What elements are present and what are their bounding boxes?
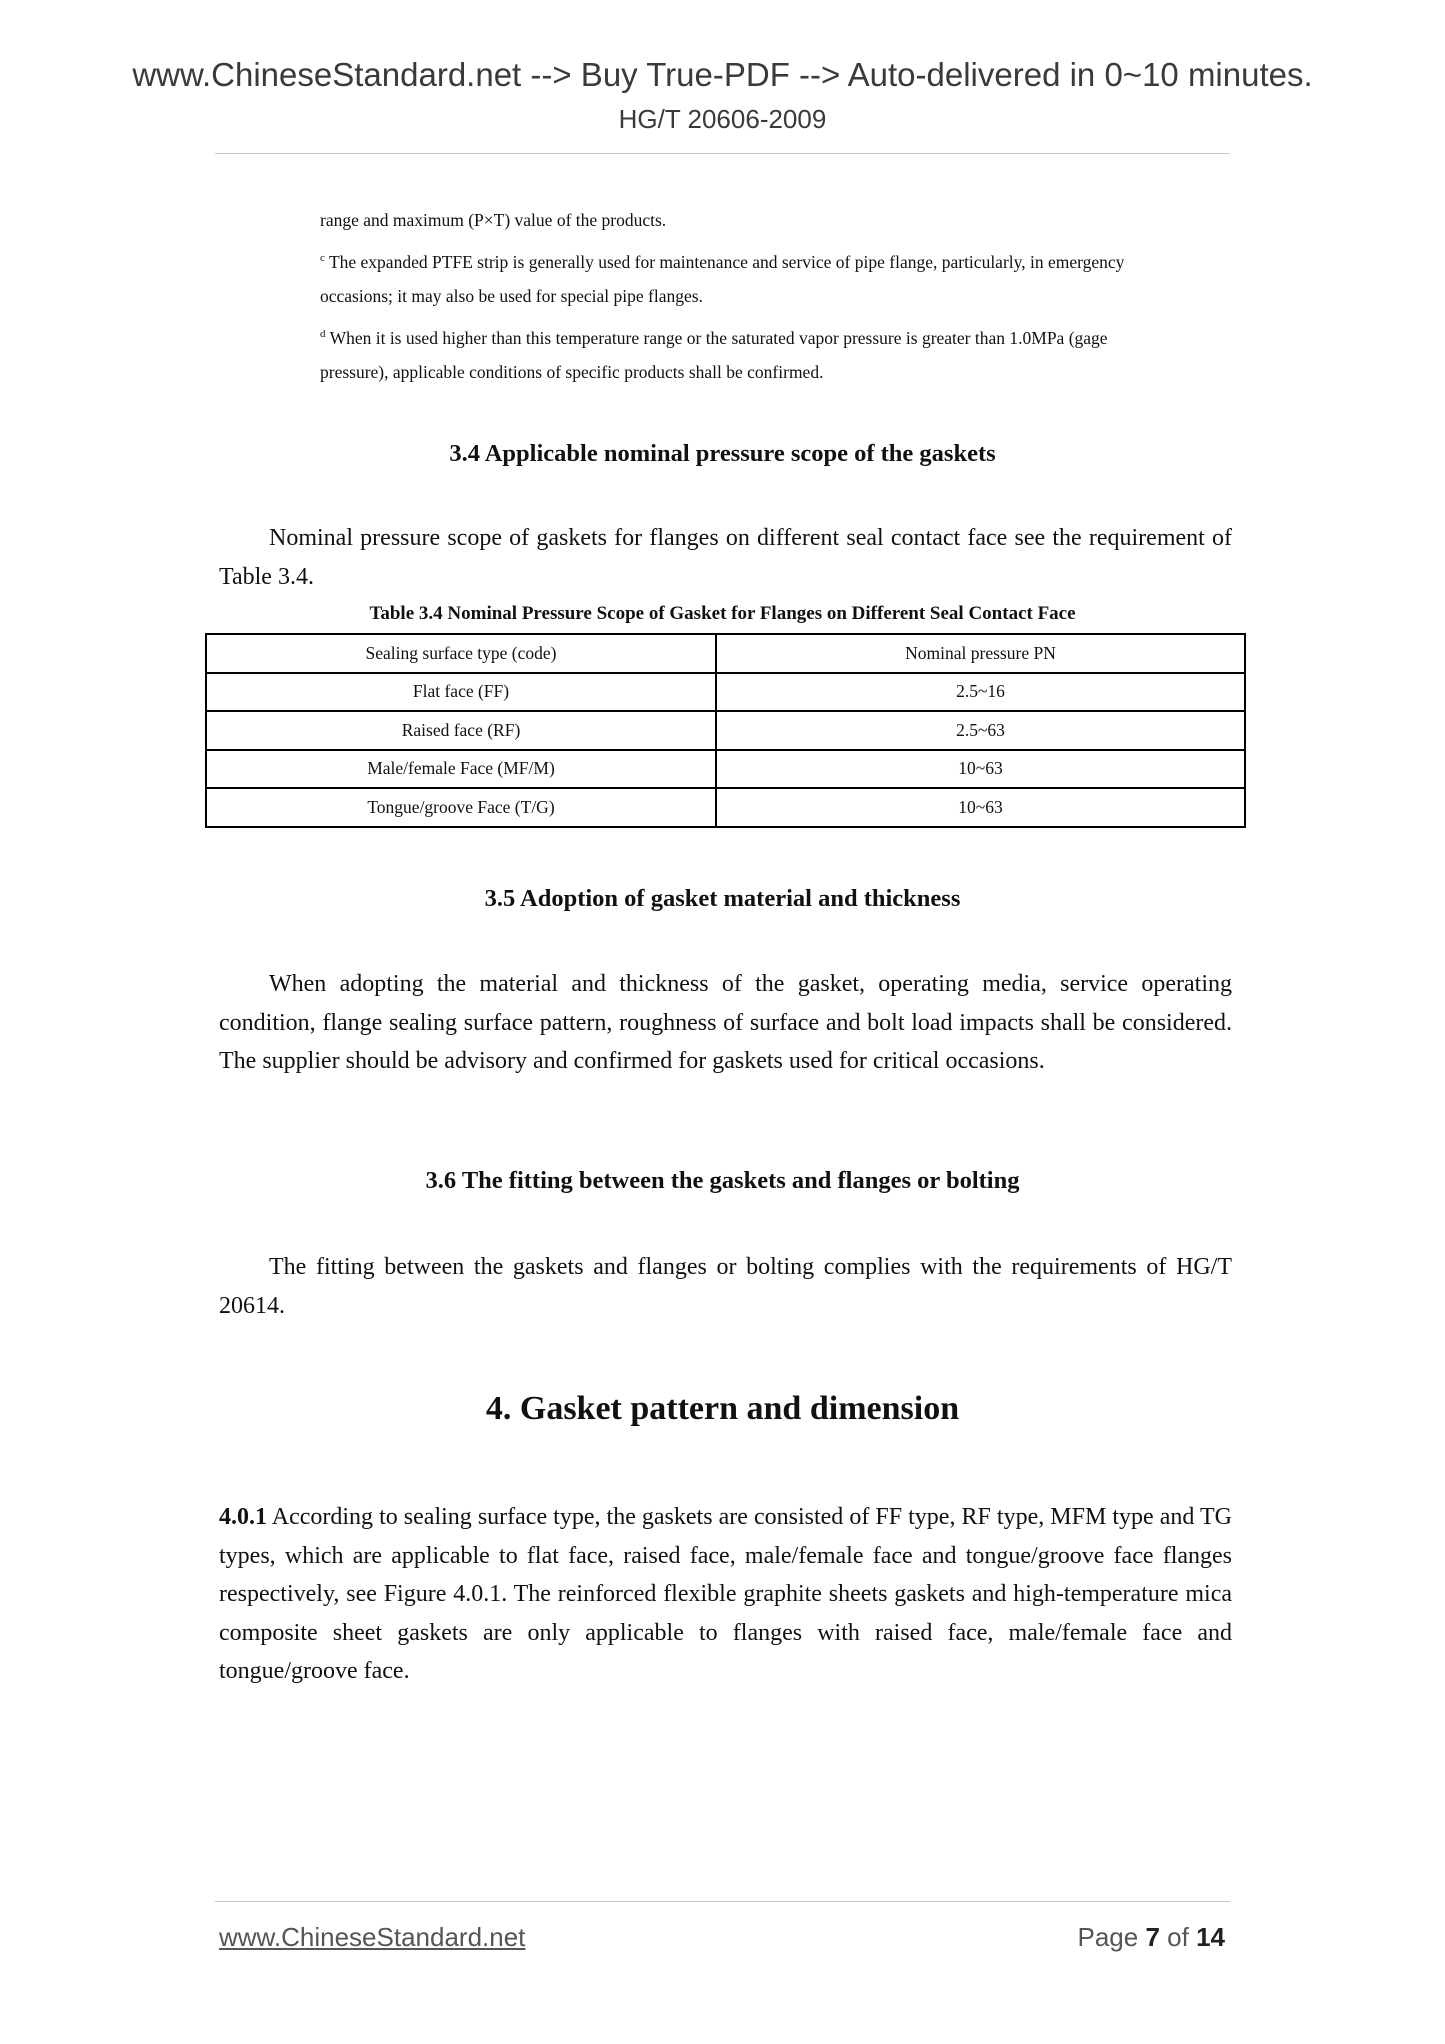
section-3-4-heading: 3.4 Applicable nominal pressure scope of the gaskets <box>449 440 996 467</box>
table-row <box>206 750 1245 789</box>
section-3-5-paragraph <box>219 965 1232 1081</box>
footer-website-link[interactable]: www.ChineseStandard.net <box>219 1922 526 1952</box>
page-current: 7 <box>1145 1922 1160 1952</box>
note-continuation: range and maximum (P×T) value of the products. <box>320 210 667 230</box>
table-3-4-caption: Table 3.4 Nominal Pressure Scope of Gasket for Flanges on Different Seal Contact Face <box>369 603 1076 624</box>
note-c <box>320 239 1232 281</box>
note-c-text-1: The expanded PTFE strip is generally used for maintenance and service of pipe flange, particularly, in emergency <box>328 251 1125 272</box>
page-number <box>1077 1922 1225 1953</box>
table-cell: Male/female Face (MF/M) <box>206 750 716 789</box>
note-d-mark: d <box>320 328 326 340</box>
note-d <box>320 315 1232 357</box>
table-cell: 2.5~16 <box>716 673 1245 712</box>
table-header-cell: Sealing surface type (code) <box>206 634 716 673</box>
note-c-mark: c <box>320 252 325 264</box>
section-3-5-text: When adopting the material and thickness of the gasket, operating media, service operating condition, flange sealing surface pattern, roughness of surface and bolt load impacts shall be considered. The supplier should be advisory and confirmed for gaskets used for critical occasions. <box>219 971 1232 1074</box>
chapter-4-heading: 4. Gasket pattern and dimension <box>485 1390 960 1427</box>
header-title: www.ChineseStandard.net --> Buy True-PDF --> Auto-delivered in 0~10 minutes. <box>132 56 1313 93</box>
note-d-text-1: When it is used higher than this temperature range or the saturated vapor pressure is greater than 1.0MPa (gage <box>329 327 1108 348</box>
table-cell: Flat face (FF) <box>206 673 716 712</box>
section-3-6-paragraph <box>219 1248 1232 1325</box>
standard-code: HG/T 20606-2009 <box>618 104 827 134</box>
table-cell: 10~63 <box>716 788 1245 827</box>
table-row <box>206 711 1245 750</box>
section-3-4-text: Nominal pressure scope of gaskets for flanges on different seal contact face see the requirement of Table 3.4. <box>219 525 1232 590</box>
table-cell: Raised face (RF) <box>206 711 716 750</box>
table-3-4 <box>205 633 1246 828</box>
header-divider <box>215 153 1230 154</box>
section-3-6-text: The fitting between the gaskets and flanges or bolting complies with the requirements of HG/T 20614. <box>219 1254 1232 1319</box>
table-header-row <box>206 634 1245 673</box>
table-cell: 10~63 <box>716 750 1245 789</box>
table-header-cell: Nominal pressure PN <box>716 634 1245 673</box>
clause-4-0-1-paragraph <box>219 1498 1232 1691</box>
table-row <box>206 673 1245 712</box>
page-of: of <box>1167 1922 1189 1952</box>
note-c-cont: occasions; it may also be used for special pipe flanges. <box>320 286 703 306</box>
section-3-4-paragraph <box>219 519 1232 596</box>
section-3-6-heading: 3.6 The fitting between the gaskets and flanges or bolting <box>425 1167 1020 1194</box>
table-row <box>206 788 1245 827</box>
table-cell: 2.5~63 <box>716 711 1245 750</box>
clause-4-0-1-text: According to sealing surface type, the gaskets are consisted of FF type, RF type, MFM type and TG types, which are applicable to flat face, raised face, male/female face and tongue/groove face flanges respectively, see Figure 4.0.1. The reinforced flexible graphite sheets gaskets and high-temperature mica composite sheet gaskets are only applicable to flanges with raised face, male/female face and tongue/groove face. <box>219 1504 1232 1684</box>
page-prefix: Page <box>1077 1922 1139 1952</box>
clause-number: 4.0.1 <box>219 1504 267 1530</box>
note-d-cont: pressure), applicable conditions of specific products shall be confirmed. <box>320 362 824 382</box>
section-3-5-heading: 3.5 Adoption of gasket material and thickness <box>484 885 961 912</box>
table-cell: Tongue/groove Face (T/G) <box>206 788 716 827</box>
footer-divider <box>215 1901 1230 1902</box>
page-total: 14 <box>1196 1922 1225 1952</box>
